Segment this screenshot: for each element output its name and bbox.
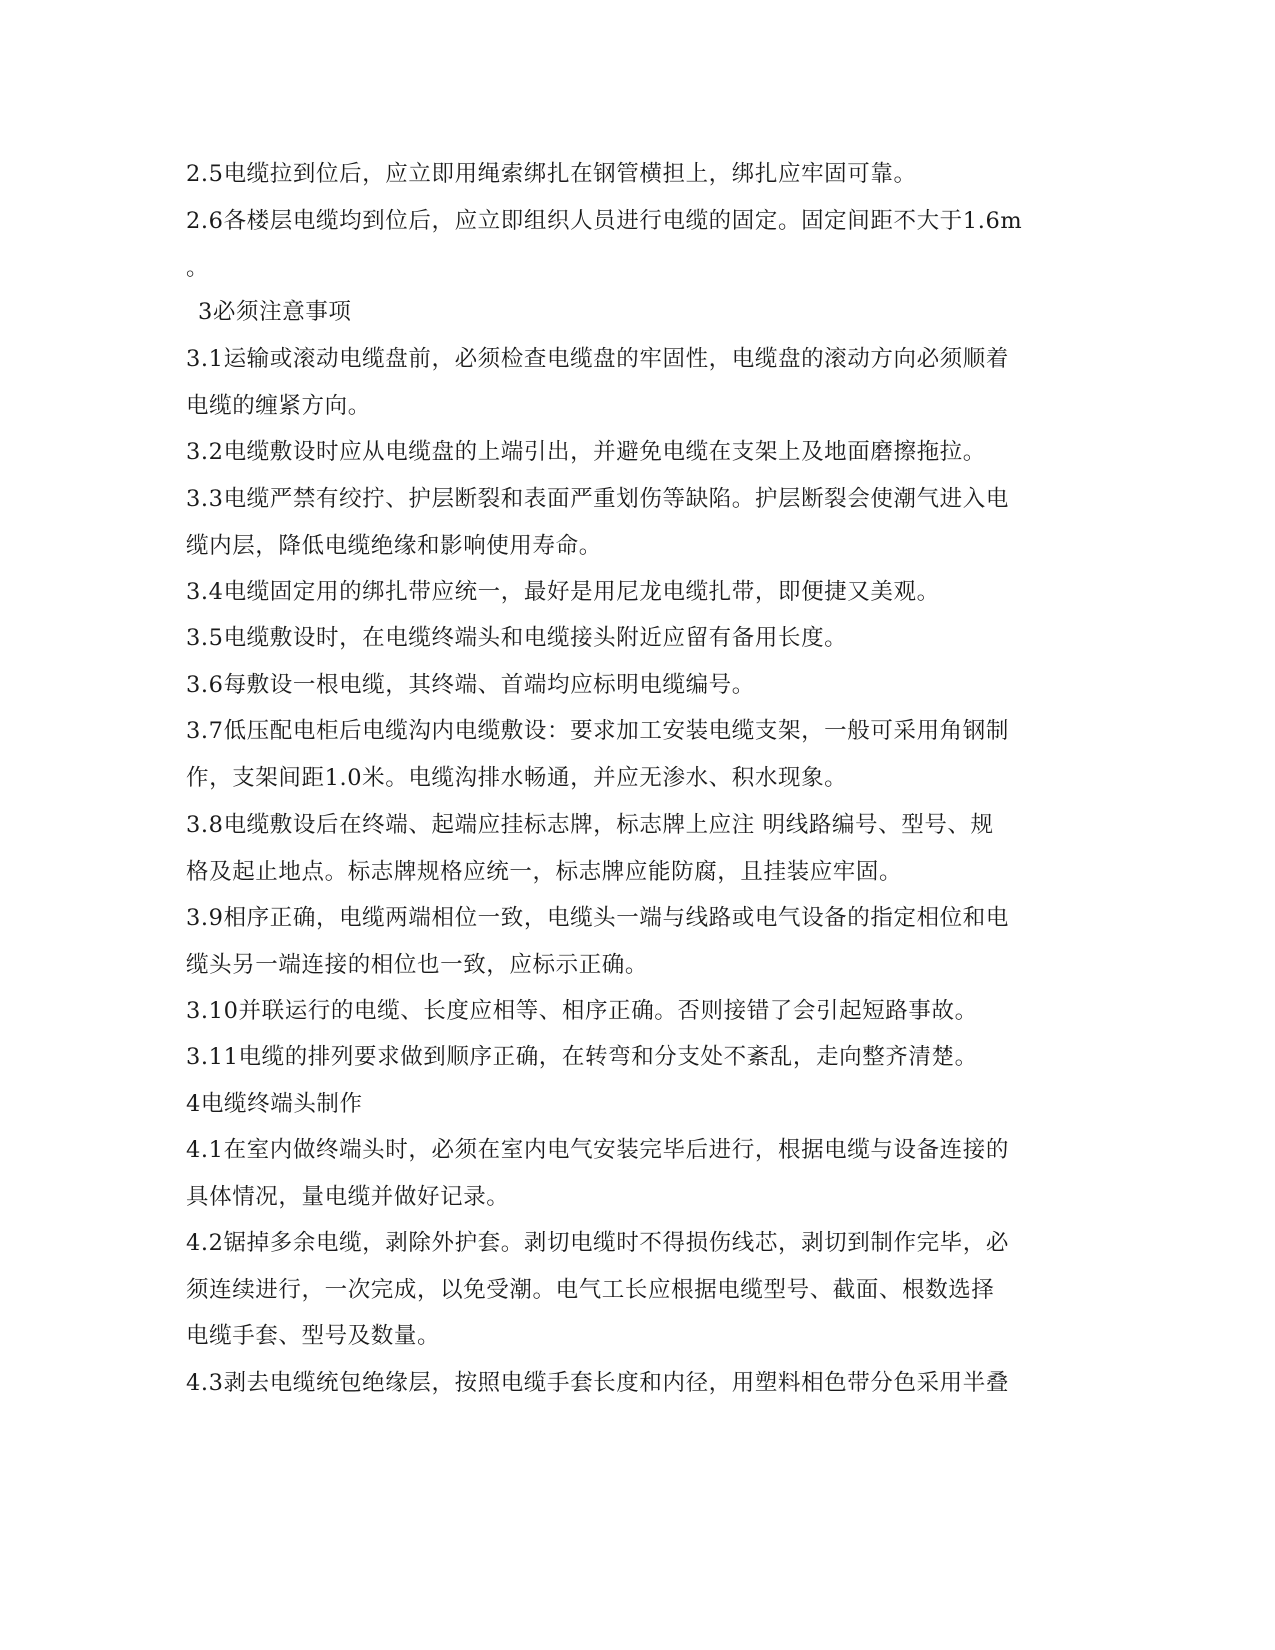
paragraph-3-1-cont: 电缆的缠紧方向。 xyxy=(186,393,371,419)
paragraph-4-2-cont-1: 须连续进行，一次完成，以免受潮。电气工长应根据电缆型号、截面、根数选择 xyxy=(186,1277,995,1303)
paragraph-2-6: 2.6各楼层电缆均到位后，应立即组织人员进行电缆的固定。固定间距不大于1.6m xyxy=(186,208,1023,234)
paragraph-4-1: 4.1在室内做终端头时，必须在室内电气安装完毕后进行，根据电缆与设备连接的 xyxy=(186,1137,1009,1163)
paragraph-3-9: 3.9相序正确，电缆两端相位一致，电缆头一端与线路或电气设备的指定相位和电 xyxy=(186,905,1009,931)
paragraph-2-6-cont: 。 xyxy=(186,255,210,281)
paragraph-3-4: 3.4电缆固定用的绑扎带应统一，最好是用尼龙电缆扎带，即便捷又美观。 xyxy=(186,579,940,605)
paragraph-3-3: 3.3电缆严禁有绞拧、护层断裂和表面严重划伤等缺陷。护层断裂会使潮气进入电 xyxy=(186,486,1009,512)
paragraph-3-7-cont: 作，支架间距1.0米。电缆沟排水畅通，并应无渗水、积水现象。 xyxy=(186,765,848,791)
paragraph-3-9-cont: 缆头另一端连接的相位也一致，应标示正确。 xyxy=(186,952,649,978)
paragraph-3-1: 3.1运输或滚动电缆盘前，必须检查电缆盘的牢固性，电缆盘的滚动方向必须顺着 xyxy=(186,346,1009,372)
paragraph-2-5: 2.5电缆拉到位后，应立即用绳索绑扎在钢管横担上，绑扎应牢固可靠。 xyxy=(186,161,917,187)
paragraph-3-10: 3.10并联运行的电缆、长度应相等、相序正确。否则接错了会引起短路事故。 xyxy=(186,998,978,1024)
paragraph-3-6: 3.6每敷设一根电缆，其终端、首端均应标明电缆编号。 xyxy=(186,672,755,698)
paragraph-3-2: 3.2电缆敷设时应从电缆盘的上端引出，并避免电缆在支架上及地面磨擦拖拉。 xyxy=(186,439,986,465)
paragraph-4-2: 4.2锯掉多余电缆，剥除外护套。剥切电缆时不得损伤线芯，剥切到制作完毕，必 xyxy=(186,1230,1009,1256)
heading-section-4: 4电缆终端头制作 xyxy=(186,1091,363,1117)
paragraph-3-5: 3.5电缆敷设时，在电缆终端头和电缆接头附近应留有备用长度。 xyxy=(186,625,848,651)
paragraph-3-3-cont: 缆内层，降低电缆绝缘和影响使用寿命。 xyxy=(186,533,602,559)
paragraph-4-2-cont-2: 电缆手套、型号及数量。 xyxy=(186,1323,441,1349)
paragraph-4-3: 4.3剥去电缆统包绝缘层，按照电缆手套长度和内径，用塑料相色带分色采用半叠 xyxy=(186,1370,1009,1396)
paragraph-3-8-cont: 格及起止地点。标志牌规格应统一，标志牌应能防腐，且挂装应牢固。 xyxy=(186,859,903,885)
paragraph-3-7: 3.7低压配电柜后电缆沟内电缆敷设：要求加工安装电缆支架，一般可采用角钢制 xyxy=(186,718,1009,744)
paragraph-3-8: 3.8电缆敷设后在终端、起端应挂标志牌，标志牌上应注 明线路编号、型号、规 xyxy=(186,812,994,838)
paragraph-4-1-cont: 具体情况，量电缆并做好记录。 xyxy=(186,1184,510,1210)
heading-section-3: 3必须注意事项 xyxy=(198,299,352,325)
paragraph-3-11: 3.11电缆的排列要求做到顺序正确，在转弯和分支处不紊乱，走向整齐清楚。 xyxy=(186,1044,978,1070)
